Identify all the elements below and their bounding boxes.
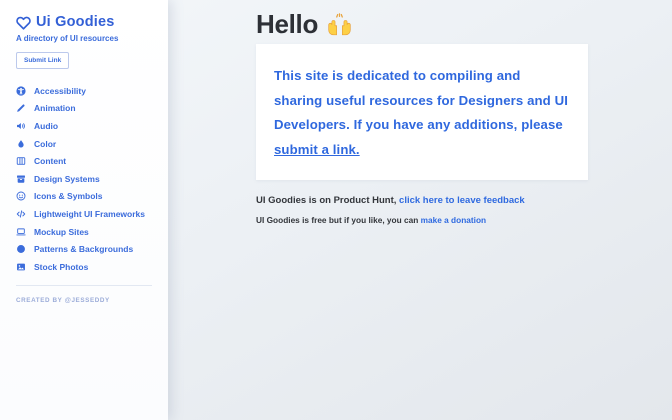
sidebar-item-icons-symbols[interactable] xyxy=(16,188,152,206)
sidebar-item-label: Patterns & Backgrounds xyxy=(34,244,134,255)
producthunt-text: UI Goodies is on Product Hunt, xyxy=(256,195,397,206)
accessibility-icon xyxy=(16,86,26,96)
submit-a-link-link[interactable]: submit a link. xyxy=(274,141,360,157)
sidebar-item-label: Lightweight UI Frameworks xyxy=(34,208,145,219)
producthunt-feedback-link[interactable]: click here to leave feedback xyxy=(399,195,525,206)
raising-hands-icon xyxy=(326,12,353,37)
sidebar-item-patterns-backgrounds[interactable] xyxy=(16,240,152,258)
code-icon xyxy=(16,209,26,219)
sidebar-item-label: Mockup Sites xyxy=(34,226,89,237)
sidebar-divider xyxy=(16,285,152,286)
pen-icon xyxy=(16,103,26,113)
sidebar-item-content[interactable] xyxy=(16,152,152,170)
sidebar-item-label: Accessibility xyxy=(34,85,86,96)
sidebar-item-label: Design Systems xyxy=(34,173,100,184)
sidebar-item-audio[interactable] xyxy=(16,117,152,135)
donation-text: UI Goodies is free but if you like, you can xyxy=(256,215,419,225)
intro-paragraph xyxy=(274,64,570,162)
app-tagline: A directory of UI resources xyxy=(16,34,119,43)
page-title xyxy=(256,9,596,40)
intro-text: This site is dedicated to compiling and sharing useful resources for Designers and UI Developers. If you have any additions, please xyxy=(274,68,568,132)
smiley-icon xyxy=(16,191,26,201)
make-a-donation-link[interactable]: make a donation xyxy=(420,215,487,225)
photo-icon xyxy=(16,262,26,272)
main-content xyxy=(256,0,596,225)
sidebar-nav xyxy=(16,82,152,276)
sidebar-item-mockup-sites[interactable] xyxy=(16,223,152,241)
speaker-icon xyxy=(16,121,26,131)
logo[interactable] xyxy=(16,14,152,30)
filled-circle-icon xyxy=(16,244,26,254)
sidebar xyxy=(0,0,168,420)
sidebar-item-label: Stock Photos xyxy=(34,261,89,272)
intro-card xyxy=(256,44,588,180)
columns-icon xyxy=(16,156,26,166)
heart-icon xyxy=(16,15,31,30)
submit-link-button[interactable]: Submit Link xyxy=(16,52,69,69)
sidebar-item-color[interactable] xyxy=(16,135,152,153)
sidebar-item-label: Content xyxy=(34,156,67,167)
sidebar-item-animation[interactable] xyxy=(16,100,152,118)
laptop-icon xyxy=(16,227,26,237)
app-title: Ui Goodies xyxy=(36,14,115,30)
sidebar-item-accessibility[interactable] xyxy=(16,82,152,100)
producthunt-line xyxy=(256,195,596,206)
created-by-credit: CREATED BY @JESSEDDY xyxy=(16,296,110,304)
sidebar-item-stock-photos[interactable] xyxy=(16,258,152,276)
droplet-icon xyxy=(16,139,26,149)
sidebar-item-lightweight-ui-frameworks[interactable] xyxy=(16,205,152,223)
sidebar-item-label: Color xyxy=(34,138,57,149)
archive-icon xyxy=(16,174,26,184)
donation-line xyxy=(256,215,596,225)
sidebar-item-design-systems[interactable] xyxy=(16,170,152,188)
sidebar-item-label: Audio xyxy=(34,120,59,131)
sidebar-item-label: Animation xyxy=(34,103,76,114)
sidebar-item-label: Icons & Symbols xyxy=(34,191,103,202)
greeting-text: Hello xyxy=(256,9,319,39)
